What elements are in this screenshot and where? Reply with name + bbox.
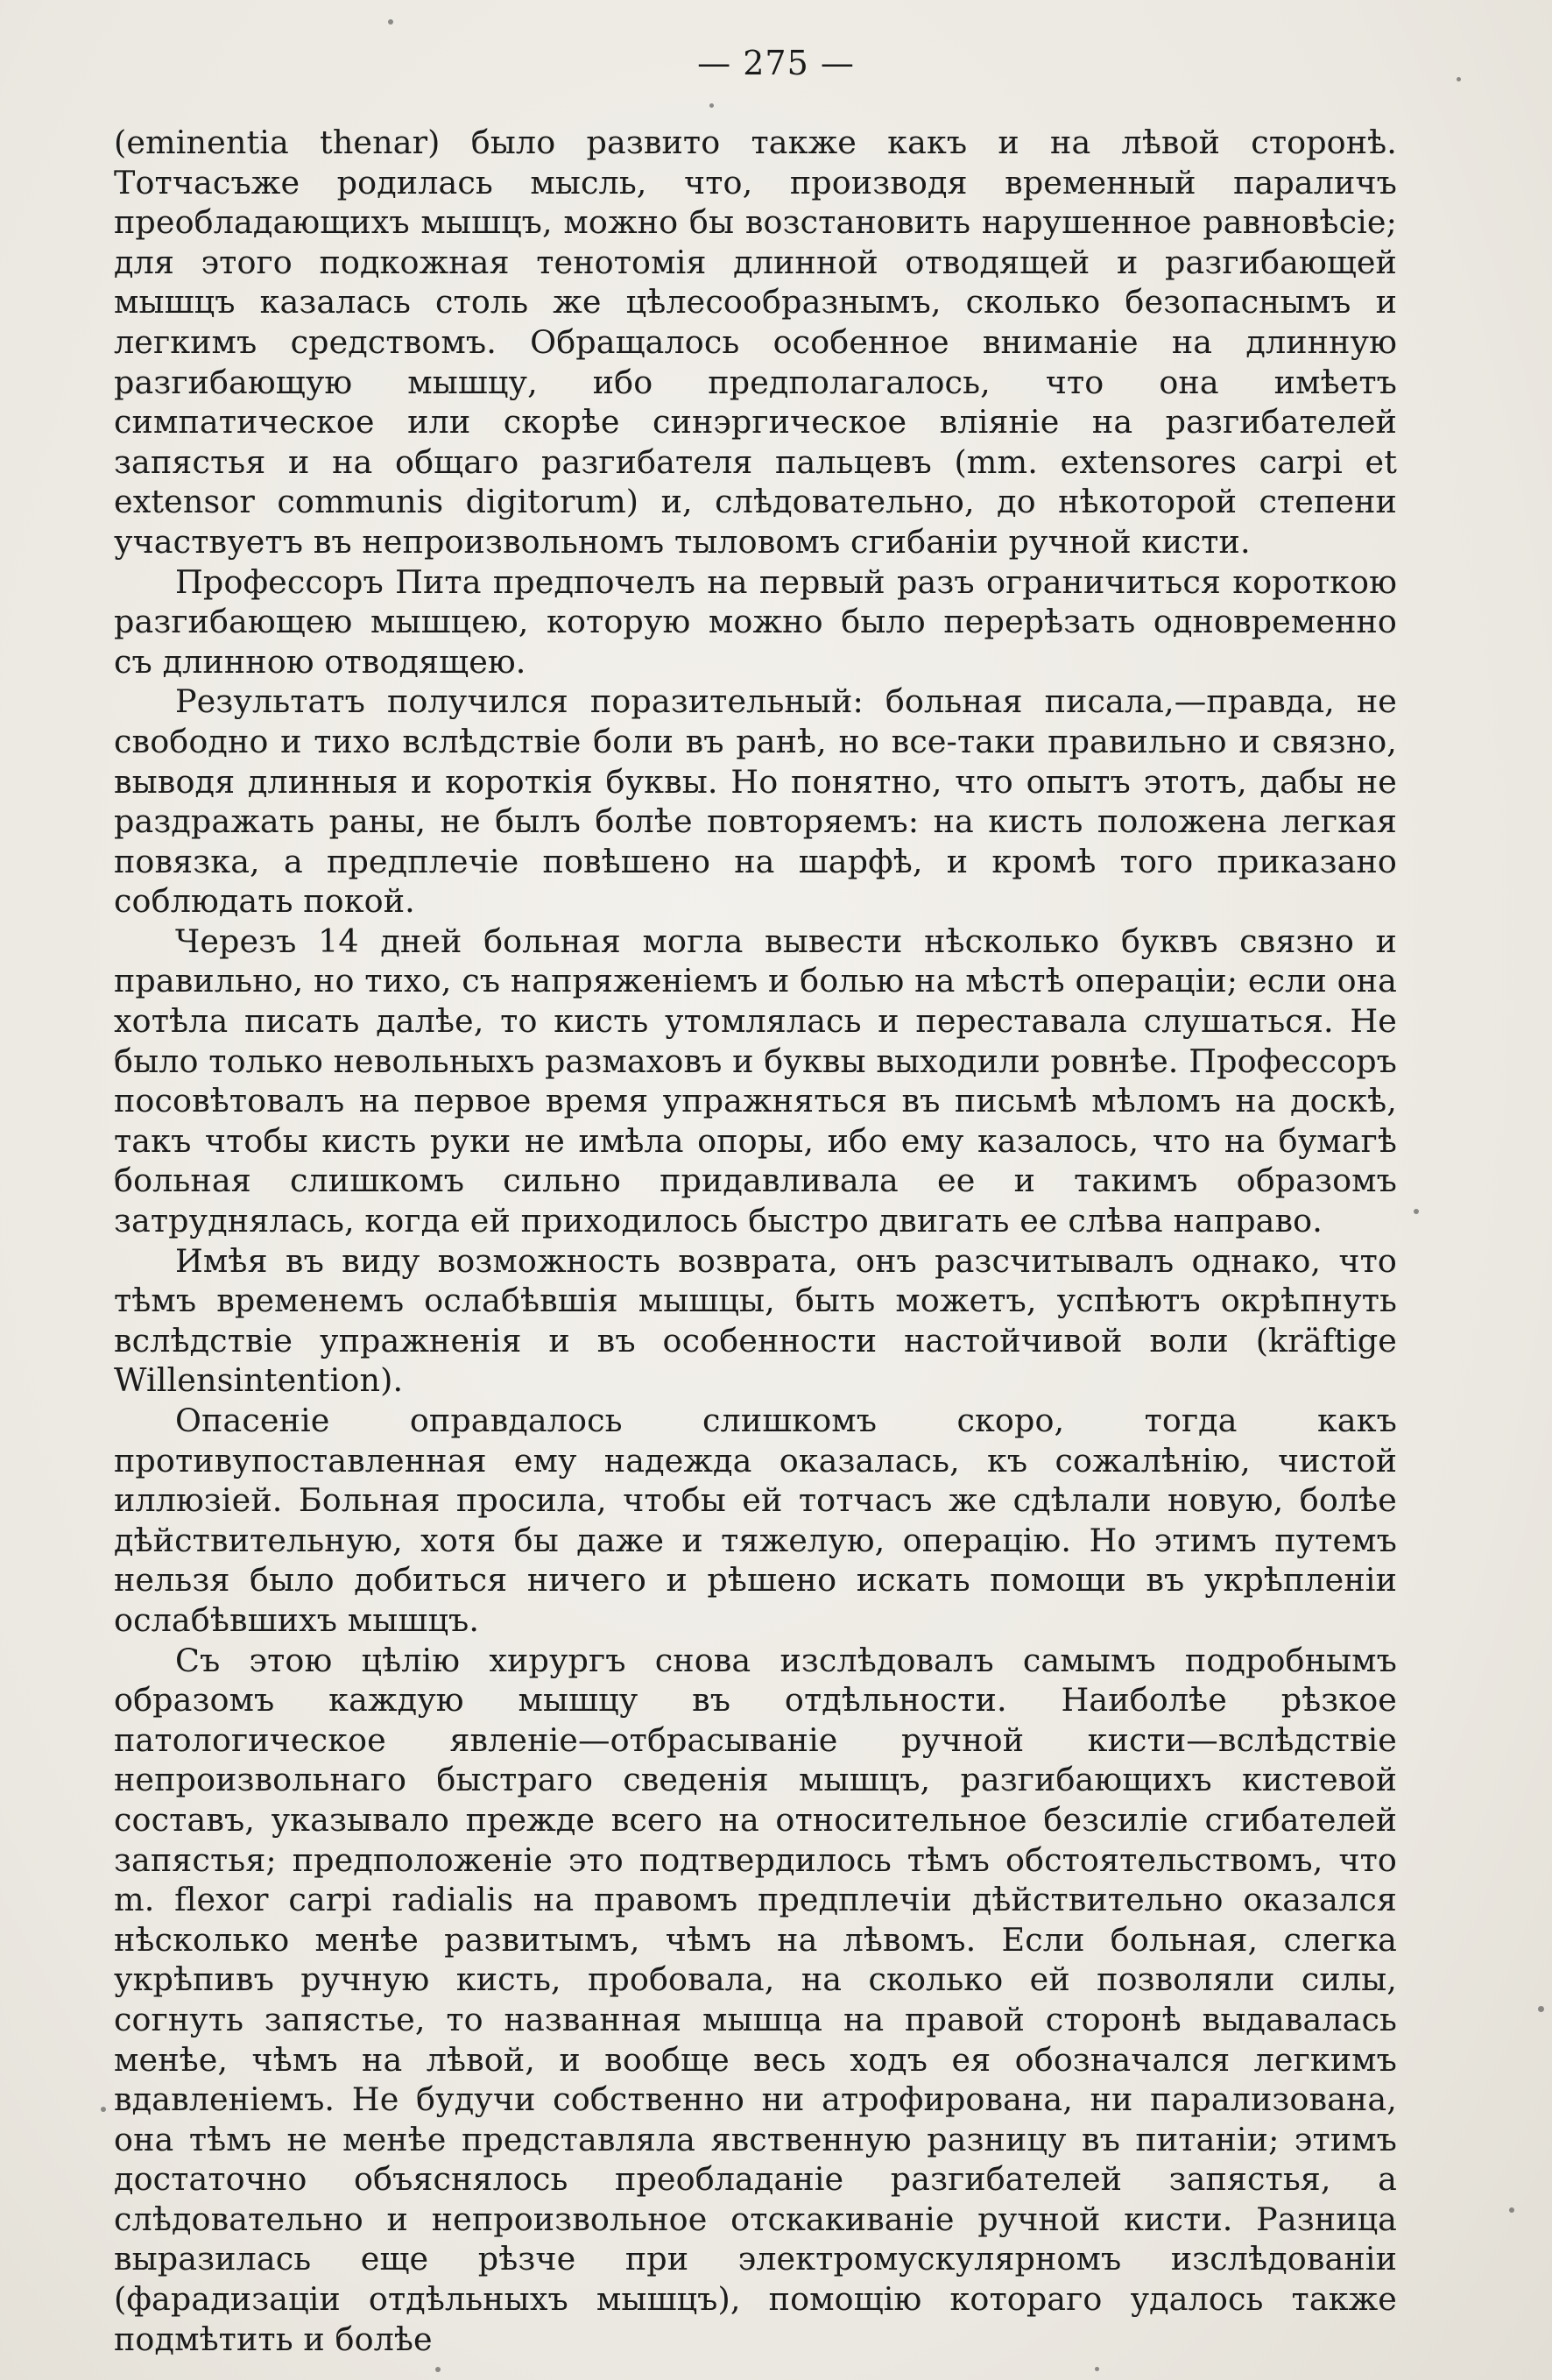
paragraph-6: Опасеніе оправдалось слишкомъ скоро, тогда какъ противупоставленная ему надежда оказалась, къ сожалѣнію, чистой иллюзіей. Больная просила, чтобы ей тотчасъ же сдѣлали новую, болѣе дѣйствительную, хотя бы даже и тяжелую, операцію. Но этимъ путемъ нельзя было добиться ничего и рѣшено искать помощи въ укрѣпленіи ослабѣвшихъ мышцъ. (114, 1402, 1397, 1639)
paragraph-3: Результатъ получился поразительный: больная писала,—правда, не свободно и тихо вслѣдствіе боли въ ранѣ, но все-таки правильно и связно, выводя длинныя и короткія буквы. Но понятно, что опытъ этотъ, дабы не раздражать раны, не былъ болѣе повторяемъ: на кисть положена легкая повязка, а предплечіе повѣшено на шарфѣ, и кромѣ того приказано соблюдать покой. (114, 682, 1397, 921)
paragraph-4: Черезъ 14 дней больная могла вывести нѣсколько буквъ связно и правильно, но тихо, съ напряженіемъ и болью на мѣстѣ операціи; если она хотѣла писать далѣе, то кисть утомлялась и переставала слушаться. Не было только невольныхъ размаховъ и буквы выходили ровнѣе. Профессоръ посовѣтовалъ на первое время упражняться въ письмѣ мѣломъ на доскѣ, такъ чтобы кисть руки не имѣла опоры, ибо ему казалось, что на бумагѣ больная слишкомъ сильно придавливала ее и такимъ образомъ затруднялась, когда ей приходилось быстро двигать ее слѣва направо. (114, 922, 1397, 1240)
paragraph-1: (eminentia thenar) было развито также какъ и на лѣвой сторонѣ. Тотчасъже родилась мысль, что, производя временный параличъ преобладающихъ мышцъ, можно бы возстановить нарушенное равновѣсіе; для этого подкожная тенотомія длинной отводящей и разгибающей мышцъ казалась столь же цѣлесообразнымъ, сколько безопаснымъ и легкимъ средствомъ. Обращалось особенное вниманіе на длинную разгибающую мышцу, ибо предполагалось, что она имѣетъ симпатическое или скорѣе синэргическое вліяніе на разгибателей запястья и на общаго разгибателя пальцевъ (mm. extensores carpi et extensor communis digitorum) и, слѣдовательно, до нѣкоторой степени участвуетъ въ непроизвольномъ тыловомъ сгибаніи ручной кисти. (114, 124, 1397, 561)
scan-speck (1095, 2367, 1099, 2371)
scan-speck (101, 2107, 106, 2112)
scan-speck (1509, 2207, 1514, 2213)
scan-speck (1414, 1209, 1419, 1214)
paragraph-5: Имѣя въ виду возможность возврата, онъ разсчитывалъ однако, что тѣмъ временемъ ослабѣвшія мышцы, быть можетъ, успѣютъ окрѣпнуть вслѣдствіе упражненія и въ особенности настойчивой воли (kräftige Willensintention). (114, 1241, 1397, 1400)
scan-speck (1538, 2006, 1544, 2012)
body-text (114, 123, 1397, 2359)
scan-speck (435, 2367, 441, 2372)
scan-speck (1457, 77, 1461, 81)
page-number: — 275 — (697, 44, 855, 82)
scan-speck (388, 19, 393, 25)
paragraph-7: Съ этою цѣлію хирургъ снова изслѣдовалъ самымъ подробнымъ образомъ каждую мышцу въ отдѣльности. Наиболѣе рѣзкое патологическое явленіе—отбрасываніе ручной кисти—вслѣдствіе непроизвольнаго быстраго сведенія мышцъ, разгибающихъ кистевой составъ, указывало прежде всего на относительное безсиліе сгибателей запястья; предположеніе это подтвердилось тѣмъ обстоятельствомъ, что m. flexor carpi radialis на правомъ предплечіи дѣйствительно оказался нѣсколько менѣе развитымъ, чѣмъ на лѣвомъ. Если больная, слегка укрѣпивъ ручную кисть, пробовала, на сколько ей позволяли силы, согнуть запястье, то названная мышца на правой сторонѣ выдавалась менѣе, чѣмъ на лѣвой, и вообще весь ходъ ея обозначался легкимъ вдавленіемъ. Не будучи собственно ни атрофирована, ни парализована, она тѣмъ не менѣе представляла явственную разницу въ питаніи; этимъ достаточно объяснялось преобладаніе разгибателей запястья, а слѣдовательно и непроизвольное отскакиваніе ручной кисти. Разница выразилась еще рѣзче при электромускулярномъ изслѣдованіи (фарадизаціи отдѣльныхъ мышцъ), помощію котораго удалось также подмѣтить и болѣе (114, 1641, 1397, 2358)
paragraph-2: Профессоръ Пита предпочелъ на первый разъ ограничиться короткою разгибающею мышцею, которую можно было перерѣзать одновременно съ длинною отводящею. (114, 562, 1397, 681)
scan-speck (709, 103, 714, 108)
